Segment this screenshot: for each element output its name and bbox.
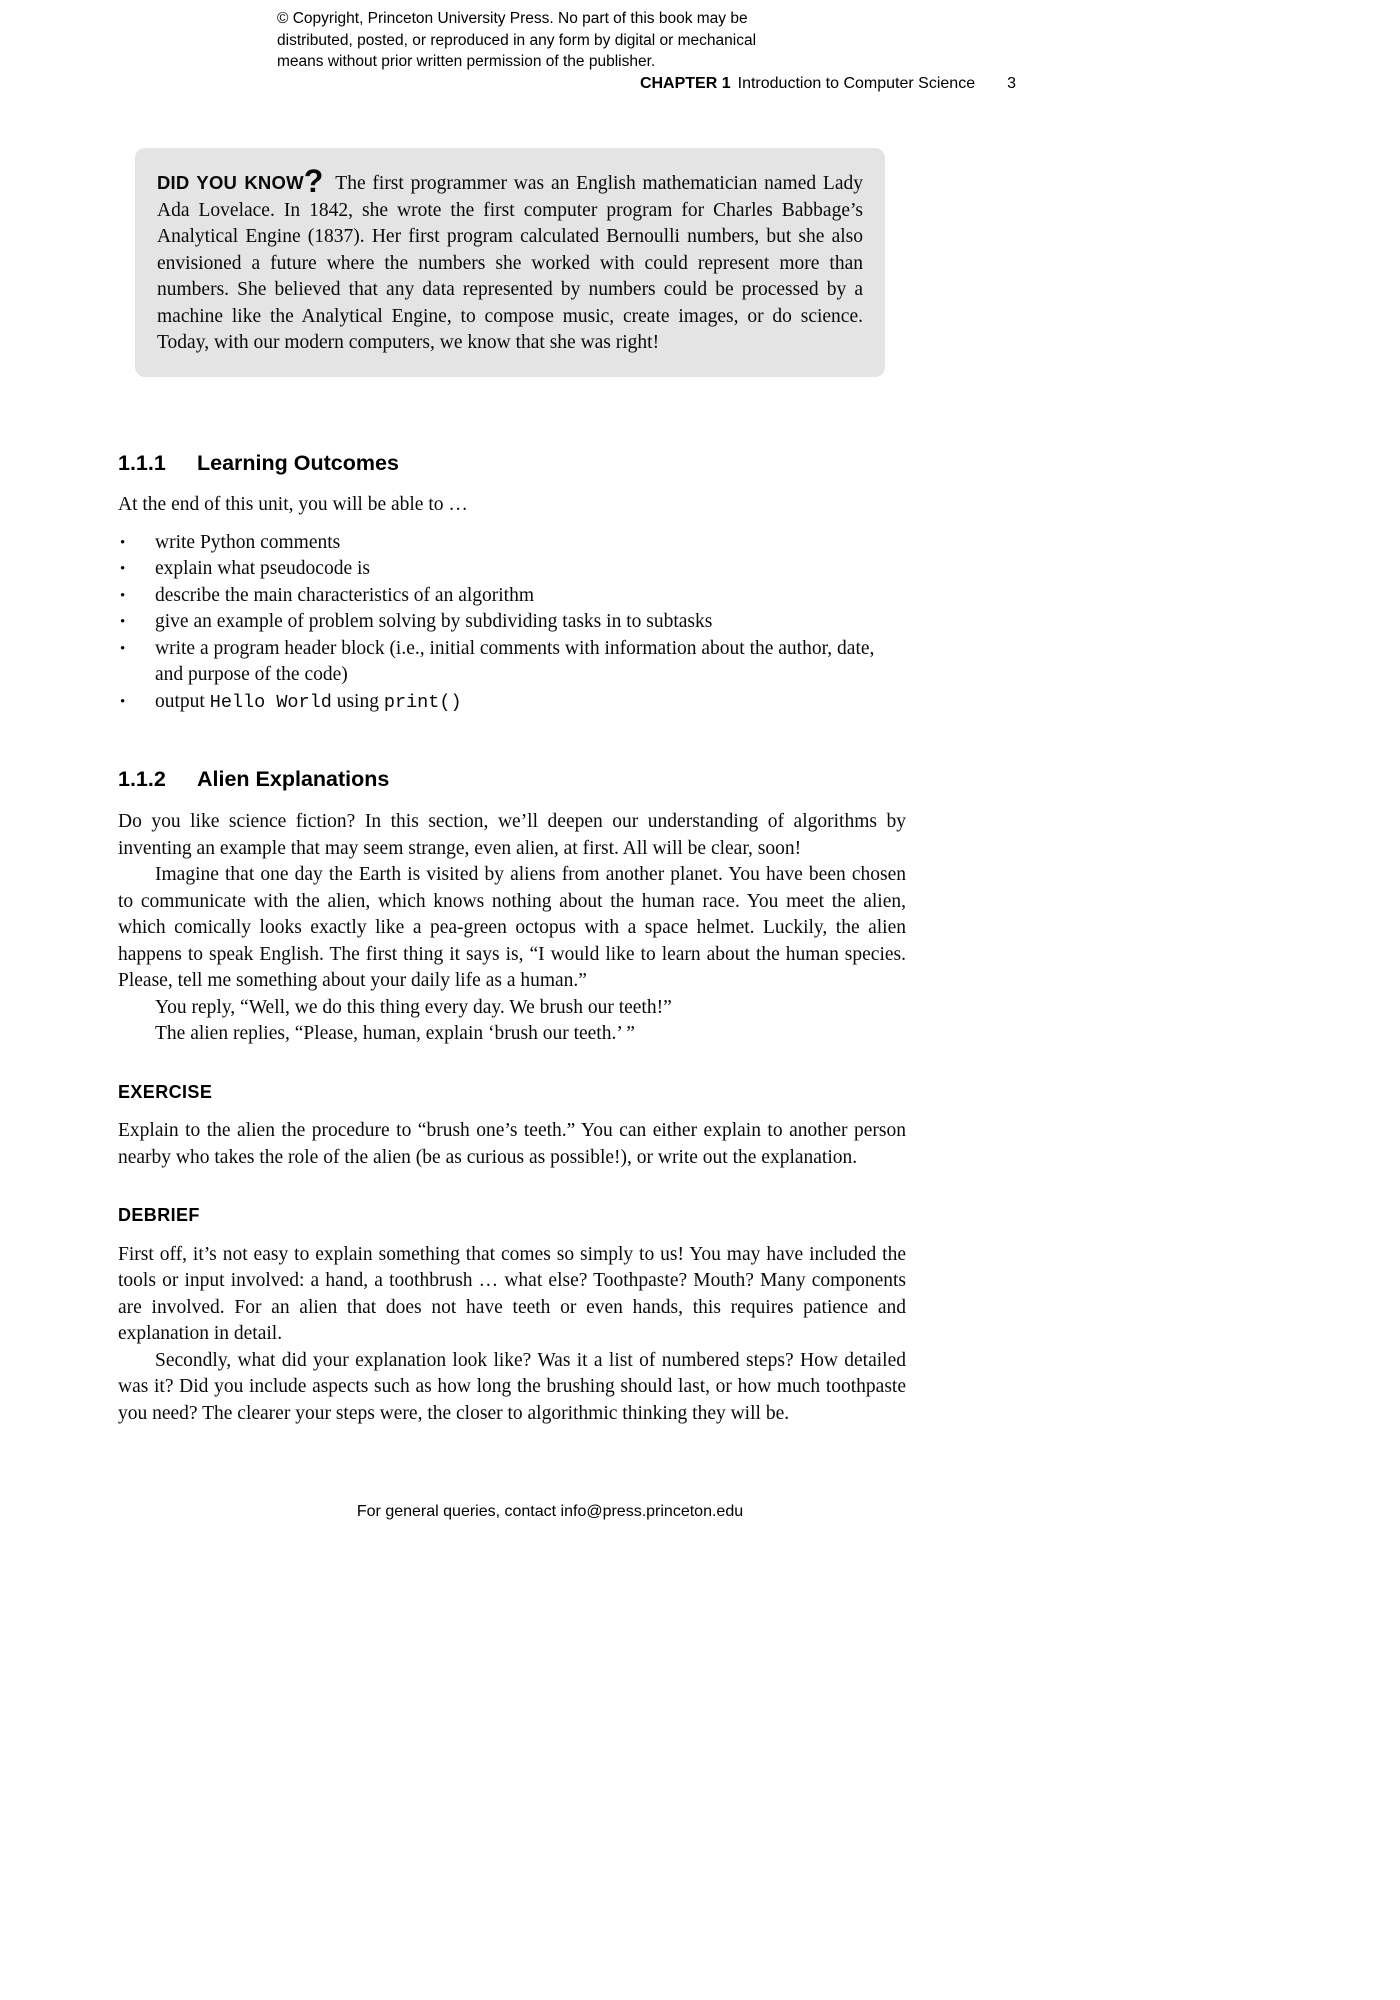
page-footer <box>0 1503 1100 1521</box>
dialog-line: You reply, “Well, we do this thing every day. We brush our teeth!” <box>155 996 672 1018</box>
chapter-title: Introduction to Computer Science <box>737 75 976 92</box>
did-you-know-box <box>135 148 885 377</box>
running-head <box>0 75 1016 93</box>
paragraph: Do you like science fiction? In this section, we’ll deepen our understanding of algorithms by inventing an example that may seem strange, even alien, at first. All will be clear, soon! <box>118 811 906 859</box>
copyright-notice <box>277 8 756 73</box>
learning-outcomes-intro: At the end of this unit, you will be able to … <box>118 494 468 515</box>
exercise-heading: EXERCISE <box>118 1081 213 1102</box>
paragraph: Imagine that one day the Earth is visited by aliens from another planet. You have been chosen to communicate with the alien, which knows nothing about the human race. You meet the alien, which comically looks exactly like a pea-green octopus with a space helmet. Luckily, the alien happens to speak English. The first thing it says is, “I would like to learn about the human species. Please, tell me something about your daily life as a human.” <box>118 864 906 991</box>
section-number: 1.1.1 <box>118 451 166 475</box>
chapter-label: CHAPTER 1 <box>639 75 731 92</box>
list-item <box>118 689 906 717</box>
footer-text: For general queries, contact info@press.princeton.edu <box>356 1503 744 1520</box>
list-item: • describe the main characteristics of an algorithm <box>118 583 906 610</box>
paragraph: First off, it’s not easy to explain something that comes so simply to us! You may have included the tools or input involved: a hand, a toothbrush … what else? Toothpaste? Mouth? Many components are involved. For an alien that does not have teeth or even hands, this requires patience and explanation in detail. <box>118 1243 906 1344</box>
did-you-know-question-mark: ? <box>303 163 324 199</box>
did-you-know-body: The first programmer was an English mathematician named Lady Ada Lovelace. In 1842, she wrote the first computer program for Charles Babbage’s Analytical Engine (1837). Her first program calculated Bernoulli numbers, but she also envisioned a future where the numbers she worked with could represent more than numbers. She believed that any data represented by numbers could be processed by a machine like the Analytical Engine, to compose music, create images, or do science. Today, with our modern computers, we know that she was right! <box>157 173 863 353</box>
did-you-know-paragraph <box>157 163 863 357</box>
exercise-body: Explain to the alien the procedure to “brush one’s teeth.” You can either explain to another person nearby who takes the role of the alien (be as curious as possible!), or write out the explanation. <box>118 1120 906 1168</box>
inline-code: Hello World <box>209 691 332 713</box>
did-you-know-label: DID YOU KNOW <box>157 172 304 193</box>
page-content <box>118 450 906 1427</box>
section-number: 1.1.2 <box>118 767 166 791</box>
copyright-line: means without prior written permission of the publisher. <box>277 53 656 70</box>
list-item: • explain what pseudocode is <box>118 556 906 583</box>
section-title: Alien Explanations <box>197 767 390 791</box>
section-heading-1-1-1 <box>118 450 906 476</box>
section-heading-1-1-2 <box>118 766 906 792</box>
learning-outcomes-list <box>118 530 906 717</box>
copyright-line: distributed, posted, or reproduced in any form by digital or mechanical <box>277 31 757 49</box>
inline-code: print() <box>383 691 462 713</box>
paragraph: Secondly, what did your explanation look like? Was it a list of numbered steps? How detailed was it? Did you include aspects such as how long the brushing should last, or how much toothpaste you need? The clearer your steps were, the closer to algorithmic thinking they will be. <box>118 1349 906 1424</box>
list-item: • write Python comments <box>118 530 906 557</box>
page-number: 3 <box>1007 75 1016 92</box>
debrief-heading: DEBRIEF <box>118 1205 200 1225</box>
list-item: • give an example of problem solving by subdividing tasks in to subtasks <box>118 609 906 636</box>
section-title: Learning Outcomes <box>197 451 399 475</box>
list-item: • write a program header block (i.e., initial comments with information about the author, date, and purpose of the code) <box>118 636 906 689</box>
copyright-line: © Copyright, Princeton University Press. No part of this book may be <box>277 10 748 27</box>
list-item-text: output <box>155 690 210 712</box>
list-item-text: using <box>331 690 384 712</box>
dialog-line: The alien replies, “Please, human, explain ‘brush our teeth.’ ” <box>155 1023 635 1044</box>
